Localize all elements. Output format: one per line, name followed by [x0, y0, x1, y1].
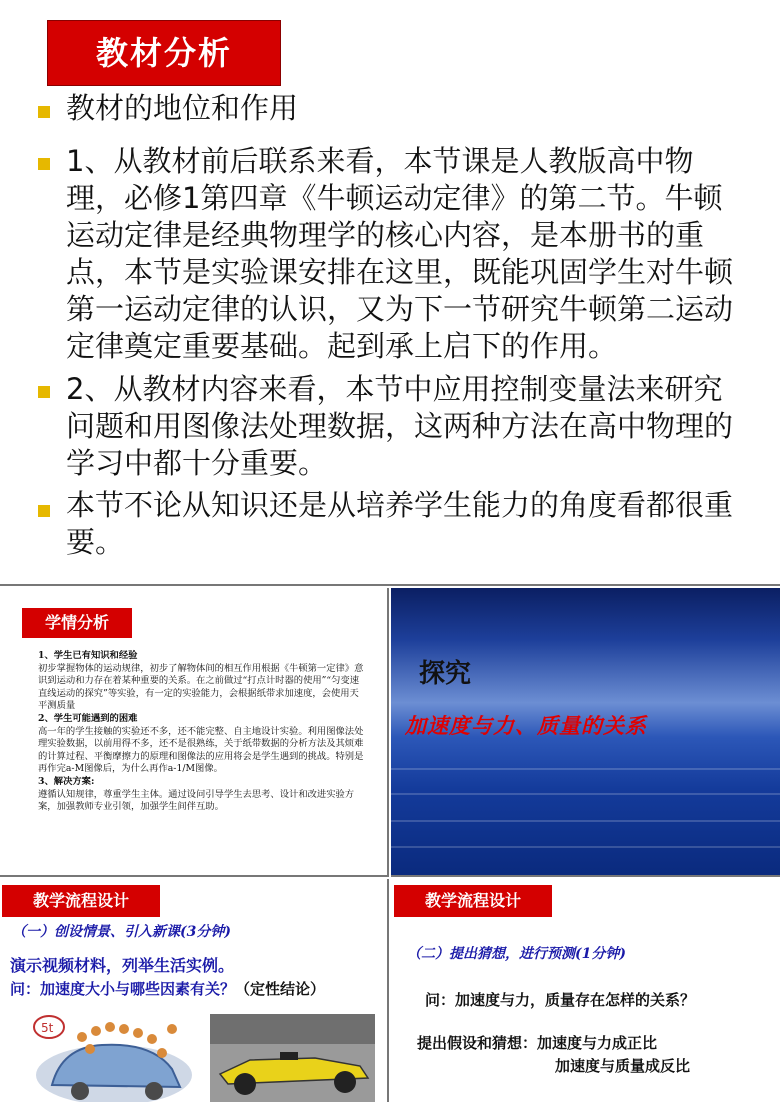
- crowded-car-image: [22, 1007, 197, 1102]
- race-car-image: [210, 1014, 375, 1102]
- body-line: [10, 978, 325, 999]
- sea-wave: [391, 820, 780, 822]
- sea-wave: [391, 768, 780, 770]
- slide-topic-cover: [391, 588, 780, 877]
- sea-wave: [391, 793, 780, 795]
- body-line: 演示视频材料，列举生活实例。: [10, 956, 235, 975]
- section-text: 初步掌握物体的运动规律，初步了解物体间的相互作用根据《牛顿第一定律》意识到运动和力存在着某种重要的关系。在之前做过“打点计时器的使用”“匀变速直线运动的探究”等实验，有一定的实验能力，会根据纸带求加速度，会使用天平测质量: [38, 662, 364, 712]
- cover-heading: 加速度与力、质量的关系: [405, 713, 647, 738]
- hypothesis-line: 加速度与质量成反比: [555, 1057, 691, 1075]
- weight-badge: 5t: [41, 1021, 54, 1035]
- step-subtitle: （一）创设情景、引入新课(3分钟): [12, 924, 231, 940]
- bullet-square-icon: [38, 505, 50, 517]
- question-text: 问：加速度大小与哪些因素有关？: [10, 980, 236, 998]
- bullet-text: 教材的地位和作用: [66, 91, 299, 125]
- section-heading: 3、解决方案:: [38, 775, 95, 787]
- section-text: 高一年的学生接触的实验还不多，还不能完整、自主地设计实验。利用图像法处理实验数据，以前用得不多，还不是很熟练，关于纸带数据的分析方法及其烦难的计算过程、平衡摩擦力的原理和图像法的应用将会是学生遇到的挑战。特别是再作完a-M图像后，为什么再作a-1/M图像。: [38, 725, 364, 775]
- slide-teaching-flow-2: [391, 879, 780, 1102]
- sea-wave: [391, 846, 780, 848]
- section-text: 遵循认知规律，尊重学生主体。通过设问引导学生去思考、设计和改进实验方案，加强教师专业引领，加强学生间伴互助。: [38, 788, 355, 813]
- slide-title: 学情分析: [22, 608, 132, 638]
- qualitative-note: （定性结论）: [235, 980, 326, 998]
- question-text: 问：加速度与力，质量存在怎样的关系？: [425, 991, 696, 1009]
- section-heading: 2、学生可能遇到的困难: [38, 712, 138, 724]
- bullet-square-icon: [38, 386, 50, 398]
- slide-student-analysis: [0, 588, 389, 877]
- bullet-square-icon: [38, 106, 50, 118]
- step-subtitle: （二）提出猜想，进行预测(1分钟): [407, 946, 626, 962]
- bullet-text: 2、从教材内容来看，本节中应用控制变量法来研究问题和用图像法处理数据，这两种方法在高中物理的学习中都十分重要。: [66, 372, 734, 480]
- slide-title: 教学流程设计: [2, 885, 160, 917]
- section-heading: 1、学生已有知识和经验: [38, 650, 138, 661]
- slide-title: 教材分析: [47, 20, 281, 86]
- slide-title: 教学流程设计: [394, 885, 552, 917]
- cover-label: 探究: [419, 659, 472, 689]
- bullet-text: 本节不论从知识还是从培养学生能力的角度看都很重要。: [66, 488, 734, 559]
- slide-body: [38, 650, 368, 814]
- bullet-text: 1、从教材前后联系来看，本节课是人教版高中物理，必修1第四章《牛顿运动定律》的第二节。牛顿运动定律是经典物理学的核心内容，是本册书的重点，本节是实验课安排在这里，既能巩固学生对牛顿第一运动定律的认识，又为下一节研究牛顿第二运动定律奠定重要基础。起到承上启下的作用。: [66, 144, 734, 363]
- slide-teaching-flow-1: [0, 879, 389, 1102]
- bullet-square-icon: [38, 158, 50, 170]
- hypothesis-line: 提出假设和猜想：加速度与力成正比: [417, 1034, 658, 1052]
